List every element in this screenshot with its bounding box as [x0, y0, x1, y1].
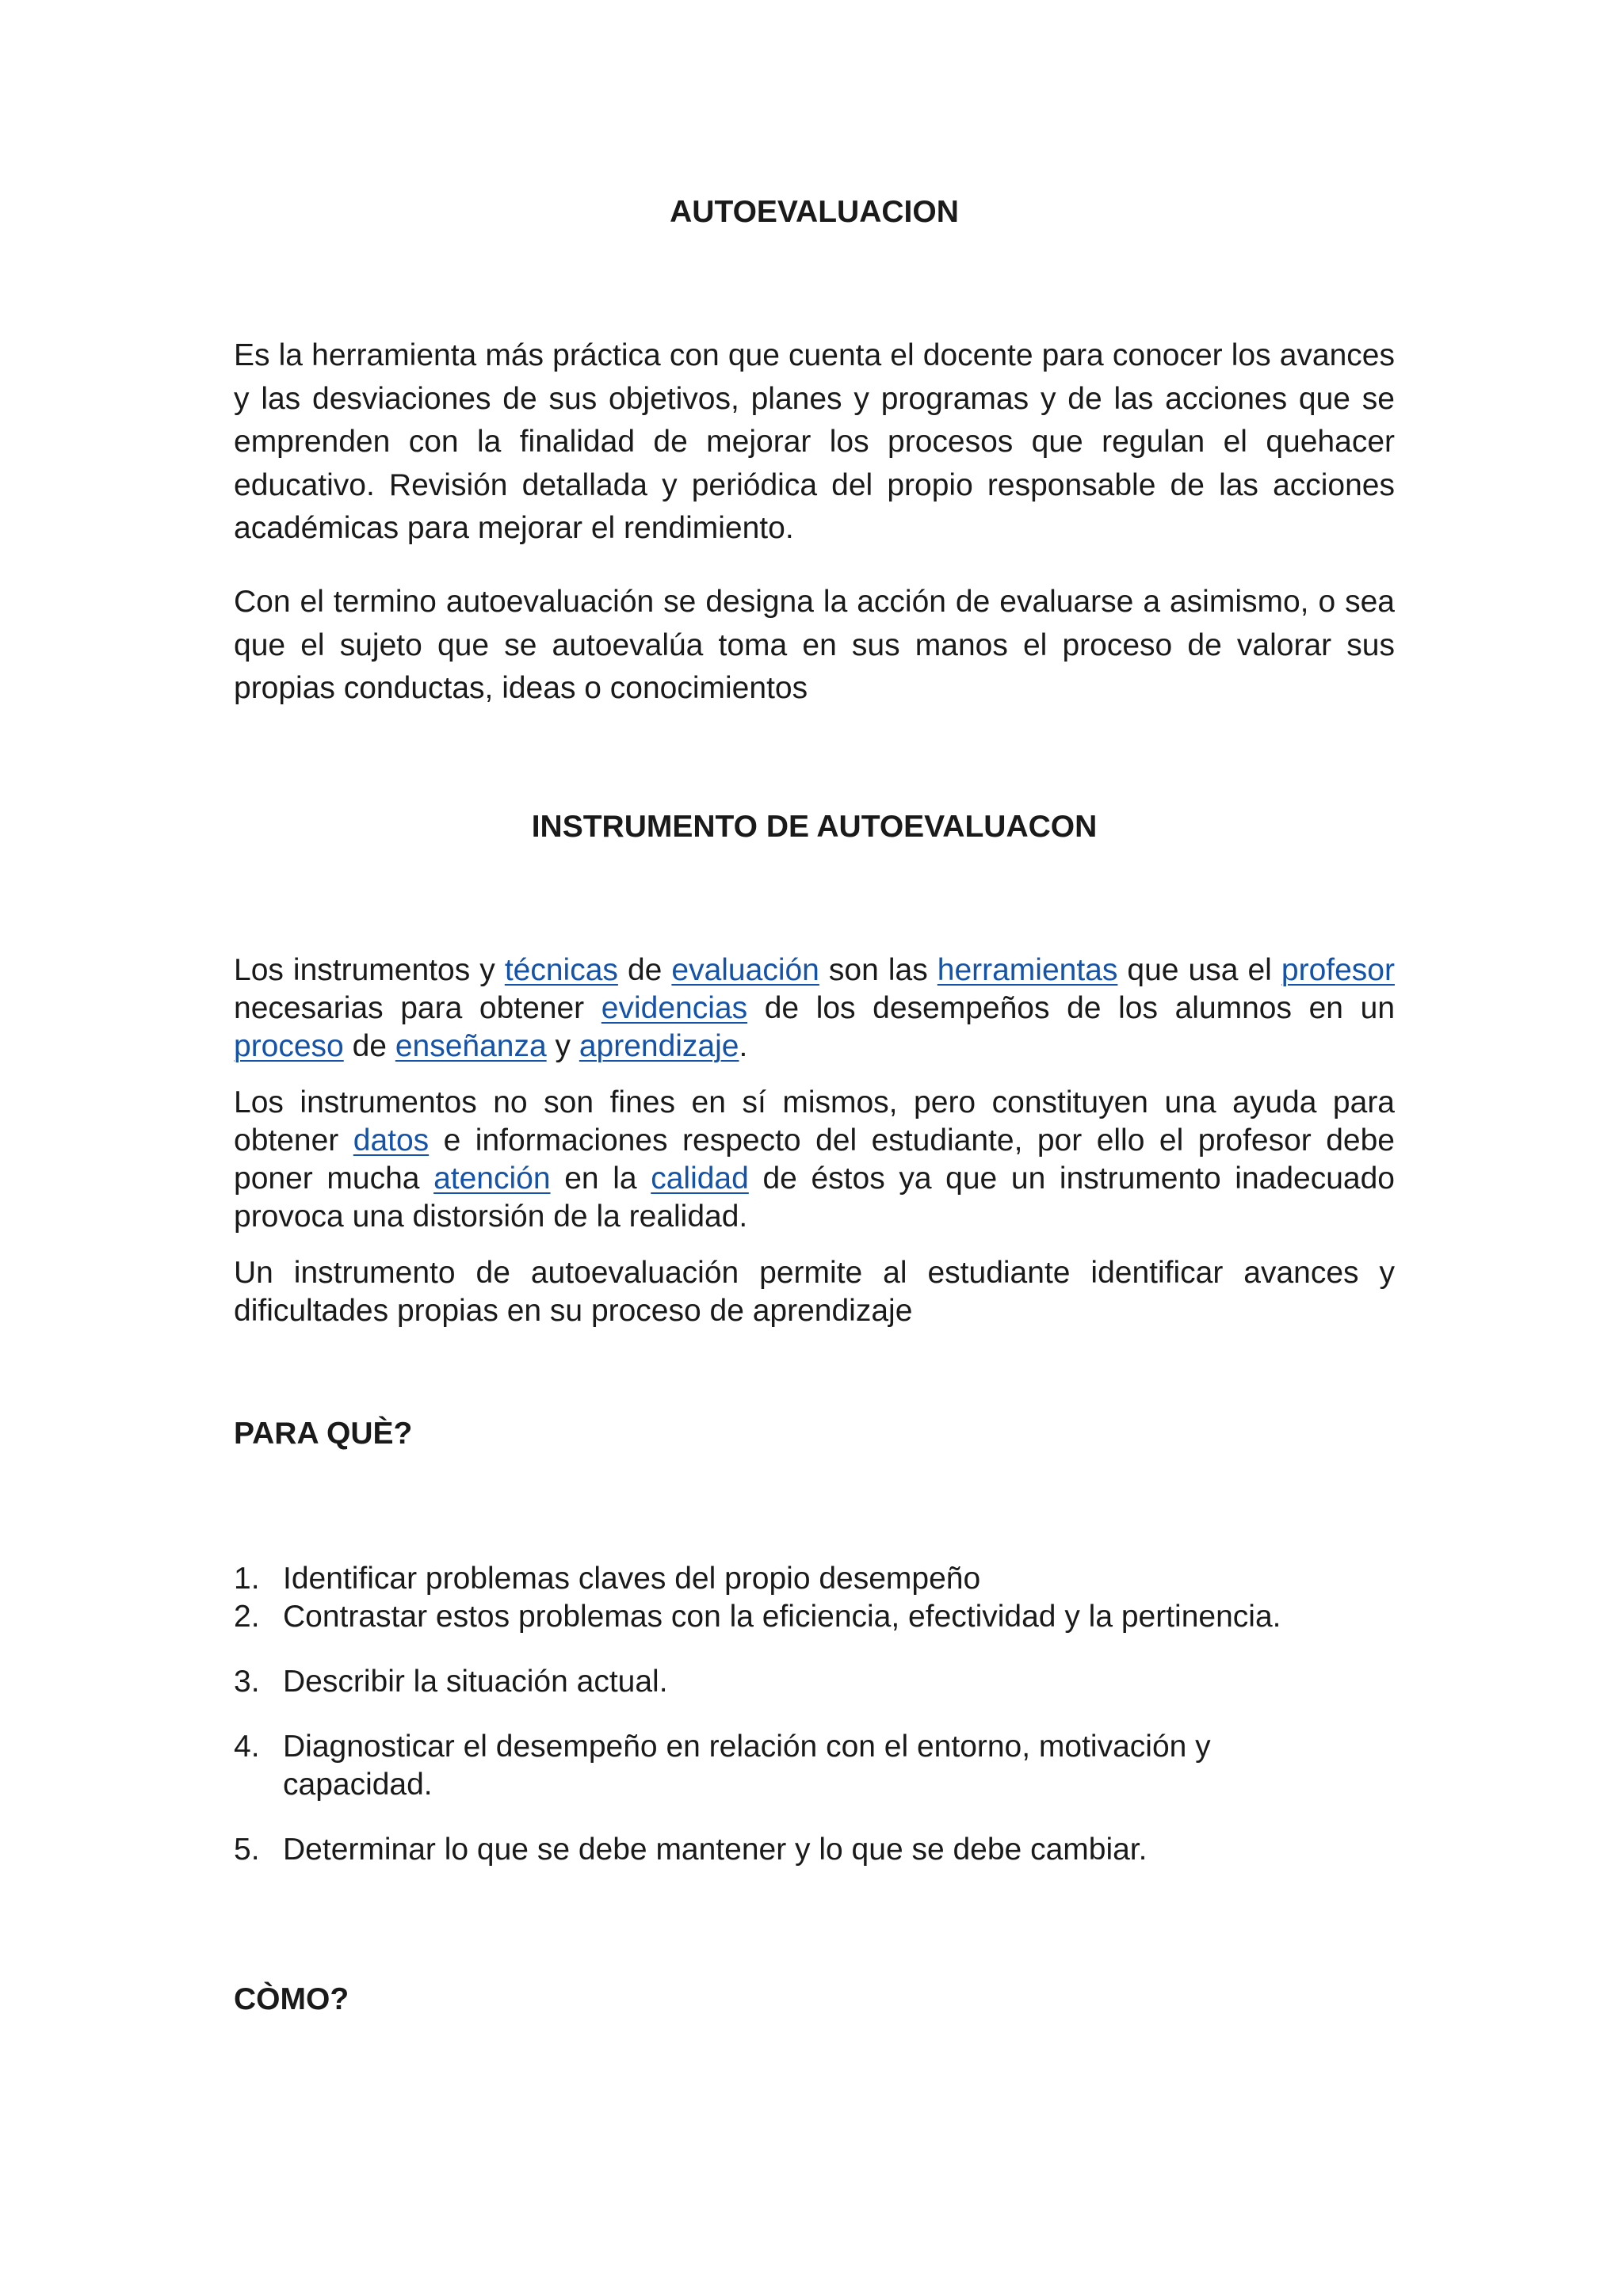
text-run: que usa el: [1117, 953, 1281, 987]
text-run: necesarias para obtener: [234, 991, 601, 1025]
text-run: Los instrumentos y: [234, 953, 505, 987]
text-run: Los instrumentos no son fines en sí mismos, pero constituyen una ayuda para obtener: [234, 1085, 1395, 1158]
list-item-number: 5.: [234, 1833, 260, 1867]
text-run: .: [739, 1029, 748, 1063]
list-item-text: Diagnosticar el desempeño en relación con el entorno, motivación y capacidad.: [283, 1730, 1211, 1802]
link-tecnicas[interactable]: técnicas: [504, 953, 618, 987]
link-proceso[interactable]: proceso: [234, 1029, 344, 1063]
list-item: [234, 1831, 1395, 1869]
text-run: de éstos ya que un instrumento inadecuado provoca una distorsión de la realidad.: [234, 1161, 1395, 1234]
text-run: en la: [550, 1161, 651, 1196]
link-aprendizaje[interactable]: aprendizaje: [579, 1029, 739, 1063]
section-heading-como: CÒMO?: [234, 1982, 349, 2016]
text-run: de los desempeños de los alumnos en un: [747, 991, 1396, 1025]
text-run: son las: [819, 953, 938, 987]
link-profesor[interactable]: profesor: [1281, 953, 1395, 987]
intro-paragraph-2: Con el termino autoevaluación se designa la acción de evaluarse a asimismo, o sea que el sujeto que se autoevalúa toma en sus manos el proceso de valorar sus propias conductas, ideas o conocimientos: [234, 585, 1395, 705]
list-item-text: Describir la situación actual.: [283, 1665, 668, 1699]
text-run: e informaciones respecto del estudiante, por ello el profesor debe poner mucha: [234, 1123, 1395, 1196]
paragraph-instrumentos: [234, 952, 1395, 1066]
link-herramientas[interactable]: herramientas: [937, 953, 1118, 987]
link-calidad[interactable]: calidad: [651, 1161, 749, 1196]
section-heading-instrumento: INSTRUMENTO DE AUTOEVALUACON: [531, 810, 1098, 844]
text-run: de: [343, 1029, 395, 1063]
list-item: [234, 1560, 1395, 1598]
link-ensenanza[interactable]: enseñanza: [395, 1029, 547, 1063]
list-item-text: Contrastar estos problemas con la eficiencia, efectividad y la pertinencia.: [283, 1600, 1281, 1634]
page-title: AUTOEVALUACION: [670, 195, 959, 229]
list-item-number: 1.: [234, 1562, 260, 1596]
intro-paragraph-1: Es la herramienta más práctica con que cuenta el docente para conocer los avances y las desviaciones de sus objetivos, planes y programas y de las acciones que se emprenden con la finalidad de mejorar los procesos que regulan el quehacer educativo. Revisión detallada y periódica del propio responsable de las acciones académicas para mejorar el rendimiento.: [234, 338, 1395, 545]
link-evidencias[interactable]: evidencias: [601, 991, 748, 1025]
list-item: [234, 1663, 1395, 1701]
list-item-text: Determinar lo que se debe mantener y lo que se debe cambiar.: [283, 1833, 1148, 1867]
list-item: [234, 1598, 1395, 1636]
list-item-text: Identificar problemas claves del propio desempeño: [283, 1562, 981, 1596]
link-evaluacion[interactable]: evaluación: [671, 953, 819, 987]
text-run: de: [617, 953, 672, 987]
link-datos[interactable]: datos: [353, 1123, 430, 1158]
list-item-number: 2.: [234, 1600, 260, 1634]
list-item-number: 4.: [234, 1730, 260, 1764]
paragraph-instrumentos-fines: [234, 1084, 1395, 1236]
link-atencion[interactable]: atención: [433, 1161, 551, 1196]
paragraph-instrumento-autoevaluacion: Un instrumento de autoevaluación permite al estudiante identificar avances y dificultades propias en su proceso de aprendizaje: [234, 1256, 1395, 1328]
section-heading-para-que: PARA QUÈ?: [234, 1417, 413, 1451]
list-item-number: 3.: [234, 1665, 260, 1699]
text-run: y: [546, 1029, 579, 1063]
list-item: [234, 1728, 1395, 1804]
